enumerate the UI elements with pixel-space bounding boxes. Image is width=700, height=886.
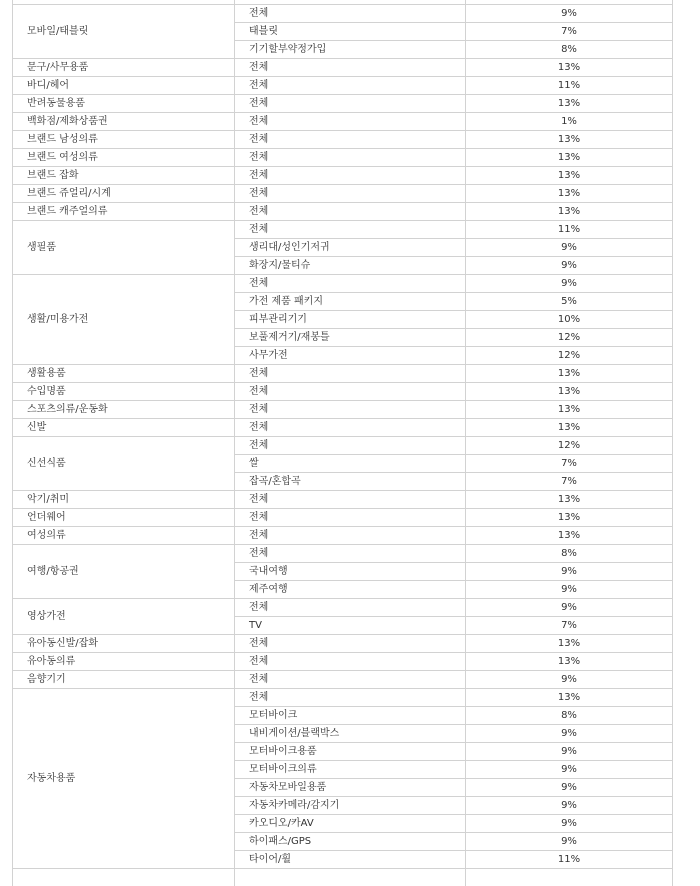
category-cell: 브랜드 쥬얼리/시계 [13,185,235,203]
table-row [13,383,673,401]
category-cell: 스포츠의류/운동화 [13,401,235,419]
category-cell: 신발 [13,419,235,437]
rate-cell: 1% [466,113,673,131]
subcategory-cell: 모터바이크용품 [235,743,466,761]
rate-cell: 13% [466,383,673,401]
subcategory-cell: 잡곡/혼합곡 [235,473,466,491]
table-row [13,635,673,653]
subcategory-cell: 쌀 [235,455,466,473]
category-cell: 브랜드 남성의류 [13,131,235,149]
rate-cell [466,869,673,886]
rate-cell: 11% [466,851,673,869]
category-cell: 반려동물용품 [13,95,235,113]
rate-cell: 13% [466,59,673,77]
subcategory-cell: 전체 [235,437,466,455]
subcategory-cell: 하이패스/GPS [235,833,466,851]
subcategory-cell: 전체 [235,275,466,293]
rate-cell: 9% [466,725,673,743]
table-row [13,527,673,545]
category-cell: 수입명품 [13,383,235,401]
category-cell: 브랜드 여성의류 [13,149,235,167]
subcategory-cell: 전체 [235,401,466,419]
subcategory-cell: 전체 [235,113,466,131]
subcategory-cell: 화장지/물티슈 [235,257,466,275]
subcategory-cell: 기기할부약정가입 [235,41,466,59]
rate-cell: 9% [466,779,673,797]
category-cell: 모바일/태블릿 [13,5,235,59]
rate-cell: 8% [466,707,673,725]
subcategory-cell: 모터바이크의류 [235,761,466,779]
table-row [13,149,673,167]
rate-cell: 8% [466,545,673,563]
rate-cell: 13% [466,203,673,221]
rate-cell: 7% [466,473,673,491]
category-cell: 음향기기 [13,671,235,689]
table-row [13,167,673,185]
rate-cell: 13% [466,491,673,509]
subcategory-cell: 전체 [235,527,466,545]
subcategory-cell: 전체 [235,545,466,563]
table-row [13,59,673,77]
rate-cell: 9% [466,599,673,617]
subcategory-cell: 가전 제품 패키지 [235,293,466,311]
rate-cell: 12% [466,329,673,347]
category-cell: 유아동의류 [13,653,235,671]
table-row [13,545,673,563]
table-row [13,509,673,527]
table-row [13,869,673,886]
rate-cell: 13% [466,401,673,419]
table-row [13,185,673,203]
subcategory-cell: 전체 [235,185,466,203]
table-row [13,113,673,131]
category-cell: 여성의류 [13,527,235,545]
rate-cell: 13% [466,509,673,527]
subcategory-cell: 전체 [235,635,466,653]
subcategory-cell: 전체 [235,383,466,401]
subcategory-cell: 전체 [235,149,466,167]
rate-cell: 13% [466,419,673,437]
subcategory-cell: 전체 [235,419,466,437]
category-cell: 문구/사무용품 [13,59,235,77]
subcategory-cell: 전체 [235,131,466,149]
table-row [13,221,673,239]
table-row [13,599,673,617]
subcategory-cell: 전체 [235,77,466,95]
table-row [13,275,673,293]
rate-cell: 9% [466,815,673,833]
subcategory-cell: 태블릿 [235,23,466,41]
table-row [13,419,673,437]
rate-cell: 12% [466,437,673,455]
rate-cell: 9% [466,671,673,689]
subcategory-cell: 카오디오/카AV [235,815,466,833]
subcategory-cell: 전체 [235,5,466,23]
subcategory-cell: 전체 [235,509,466,527]
rate-cell: 13% [466,149,673,167]
subcategory-cell: 전체 [235,95,466,113]
subcategory-cell: 전체 [235,491,466,509]
category-cell: 브랜드 잡화 [13,167,235,185]
rate-cell: 7% [466,455,673,473]
rate-cell: 9% [466,275,673,293]
subcategory-cell: 제주여행 [235,581,466,599]
table-row [13,95,673,113]
rate-cell: 13% [466,95,673,113]
subcategory-cell: 전체 [235,203,466,221]
subcategory-cell: 내비게이션/블랙박스 [235,725,466,743]
rate-cell: 13% [466,653,673,671]
rate-cell: 11% [466,77,673,95]
category-cell: 악기/취미 [13,491,235,509]
table-row [13,671,673,689]
subcategory-cell: 사무가전 [235,347,466,365]
subcategory-cell: 타이어/휠 [235,851,466,869]
subcategory-cell: 전체 [235,653,466,671]
category-cell: 생활용품 [13,365,235,383]
rate-cell: 13% [466,365,673,383]
subcategory-cell: 자동차모바일용품 [235,779,466,797]
commission-table [12,0,673,886]
rate-cell: 13% [466,167,673,185]
rate-cell: 9% [466,581,673,599]
table-row [13,437,673,455]
rate-cell: 9% [466,5,673,23]
table-row [13,653,673,671]
table-row [13,689,673,707]
category-cell: 신선식품 [13,437,235,491]
subcategory-cell: 보풀제거기/재봉틀 [235,329,466,347]
subcategory-cell: 전체 [235,221,466,239]
rate-cell: 9% [466,761,673,779]
category-cell: 생필품 [13,221,235,275]
subcategory-cell: 전체 [235,689,466,707]
rate-cell: 5% [466,293,673,311]
category-cell: 브랜드 캐주얼의류 [13,203,235,221]
rate-cell: 10% [466,311,673,329]
category-cell: 영상가전 [13,599,235,635]
rate-cell: 13% [466,131,673,149]
rate-cell: 13% [466,635,673,653]
subcategory-cell: 전체 [235,365,466,383]
subcategory-cell: 자동차카메라/감지기 [235,797,466,815]
category-cell: 백화점/제화상품권 [13,113,235,131]
subcategory-cell: 전체 [235,599,466,617]
table-row [13,131,673,149]
rate-cell: 11% [466,221,673,239]
table-row [13,491,673,509]
subcategory-cell: 전체 [235,167,466,185]
category-cell: 자동차용품 [13,689,235,869]
subcategory-cell: 모터바이크 [235,707,466,725]
rate-cell: 9% [466,563,673,581]
subcategory-cell: 국내여행 [235,563,466,581]
rate-cell: 9% [466,239,673,257]
category-cell: 바디/헤어 [13,77,235,95]
rate-cell: 13% [466,527,673,545]
rate-cell: 9% [466,833,673,851]
subcategory-cell: 피부관리기기 [235,311,466,329]
rate-cell: 9% [466,797,673,815]
category-cell: 유아동신발/잡화 [13,635,235,653]
commission-table-body [13,0,673,886]
table-row [13,203,673,221]
subcategory-cell [235,869,466,886]
subcategory-cell: 전체 [235,671,466,689]
rate-cell: 13% [466,185,673,203]
table-row [13,401,673,419]
table-row [13,365,673,383]
rate-cell: 12% [466,347,673,365]
rate-cell: 8% [466,41,673,59]
rate-cell: 9% [466,257,673,275]
category-cell: 생활/미용가전 [13,275,235,365]
table-row [13,5,673,23]
rate-cell: 9% [466,743,673,761]
category-cell [13,869,235,886]
subcategory-cell: 전체 [235,59,466,77]
table-row [13,77,673,95]
category-cell: 여행/항공권 [13,545,235,599]
subcategory-cell: TV [235,617,466,635]
rate-cell: 7% [466,617,673,635]
subcategory-cell: 생리대/성인기저귀 [235,239,466,257]
category-cell: 언더웨어 [13,509,235,527]
rate-cell: 13% [466,689,673,707]
rate-cell: 7% [466,23,673,41]
